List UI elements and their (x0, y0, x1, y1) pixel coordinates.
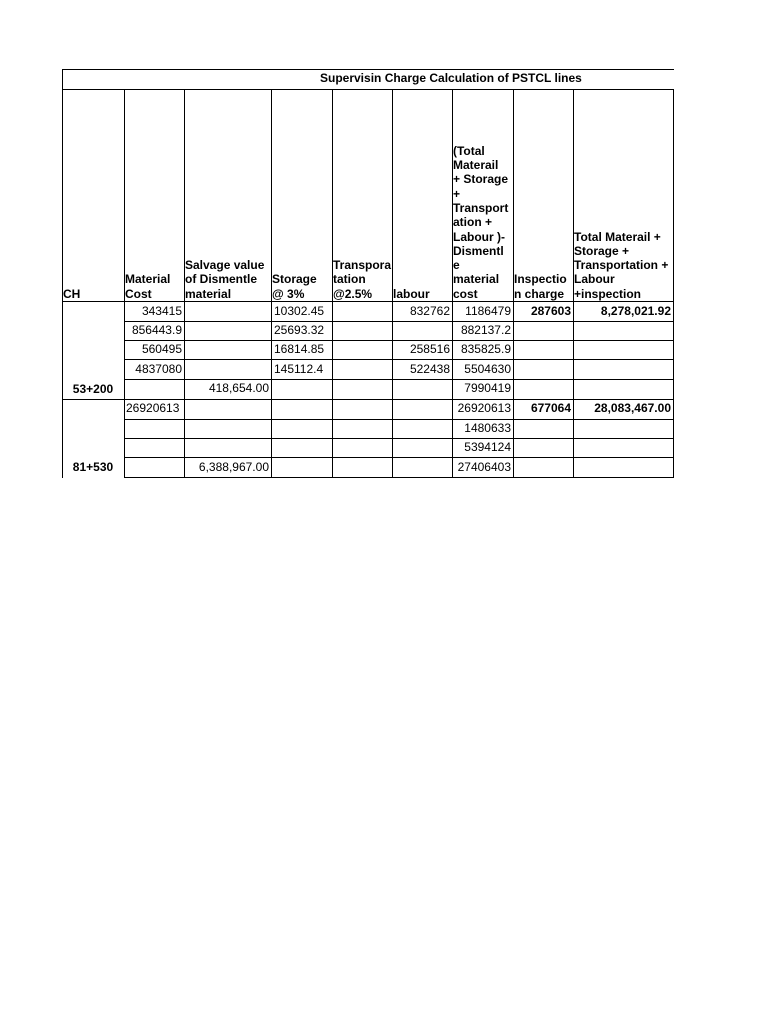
cell-material: 560495 (141, 342, 182, 356)
cell-storage: 16814.85 (274, 342, 325, 356)
cell-material: 4837080 (135, 362, 182, 376)
cell-labour: 522438 (409, 362, 450, 376)
cell-net: 835825.9 (460, 342, 511, 356)
cell-material: 26920613 (126, 401, 180, 415)
cell-net: 882137.2 (460, 323, 511, 337)
ch-label-group2: 81+530 (72, 460, 114, 474)
cell-salvage: 418,654.00 (208, 381, 269, 395)
cell-material: 343415 (141, 304, 182, 318)
cell-salvage: 6,388,967.00 (198, 460, 269, 474)
header-transportation: Transpora tation @2.5% (333, 258, 392, 301)
cell-total: 8,278,021.92 (600, 304, 671, 318)
header-material-cost: Material Cost (125, 272, 171, 301)
cell-net: 26920613 (457, 401, 511, 415)
header-total: Total Materail + Storage + Transportation + Labour +inspection (574, 229, 669, 301)
header-ch: CH (63, 286, 81, 301)
spreadsheet-table (62, 69, 674, 478)
header-inspection-charge: Inspectio n charge (514, 272, 567, 301)
cell-material: 856443.9 (131, 323, 182, 337)
cell-labour: 258516 (409, 342, 450, 356)
cell-inspection: 287603 (530, 304, 571, 318)
cell-net: 5394124 (464, 440, 511, 454)
header-labour: labour (393, 286, 430, 301)
header-storage: Storage @ 3% (272, 272, 317, 301)
cell-storage: 145112.4 (274, 362, 324, 376)
cell-net: 1480633 (464, 421, 511, 435)
cell-net: 5504630 (464, 362, 511, 376)
cell-net: 7990419 (464, 381, 511, 395)
cell-storage: 25693.32 (274, 323, 325, 337)
ch-label-group1: 53+200 (72, 382, 114, 396)
cell-labour: 832762 (409, 304, 450, 318)
page-title: Supervisin Charge Calculation of PSTCL lines (320, 71, 582, 85)
header-net-cost: (Total Materail + Storage + Transport ation + Labour )- Dismentl e material cost (453, 143, 509, 301)
cell-total: 28,083,467.00 (594, 401, 671, 415)
cell-net: 27406403 (457, 460, 511, 474)
cell-inspection: 677064 (530, 401, 571, 415)
cell-net: 1186479 (465, 304, 511, 318)
header-salvage-value: Salvage value of Dismentle material (185, 258, 265, 301)
cell-storage: 10302.45 (274, 304, 325, 318)
